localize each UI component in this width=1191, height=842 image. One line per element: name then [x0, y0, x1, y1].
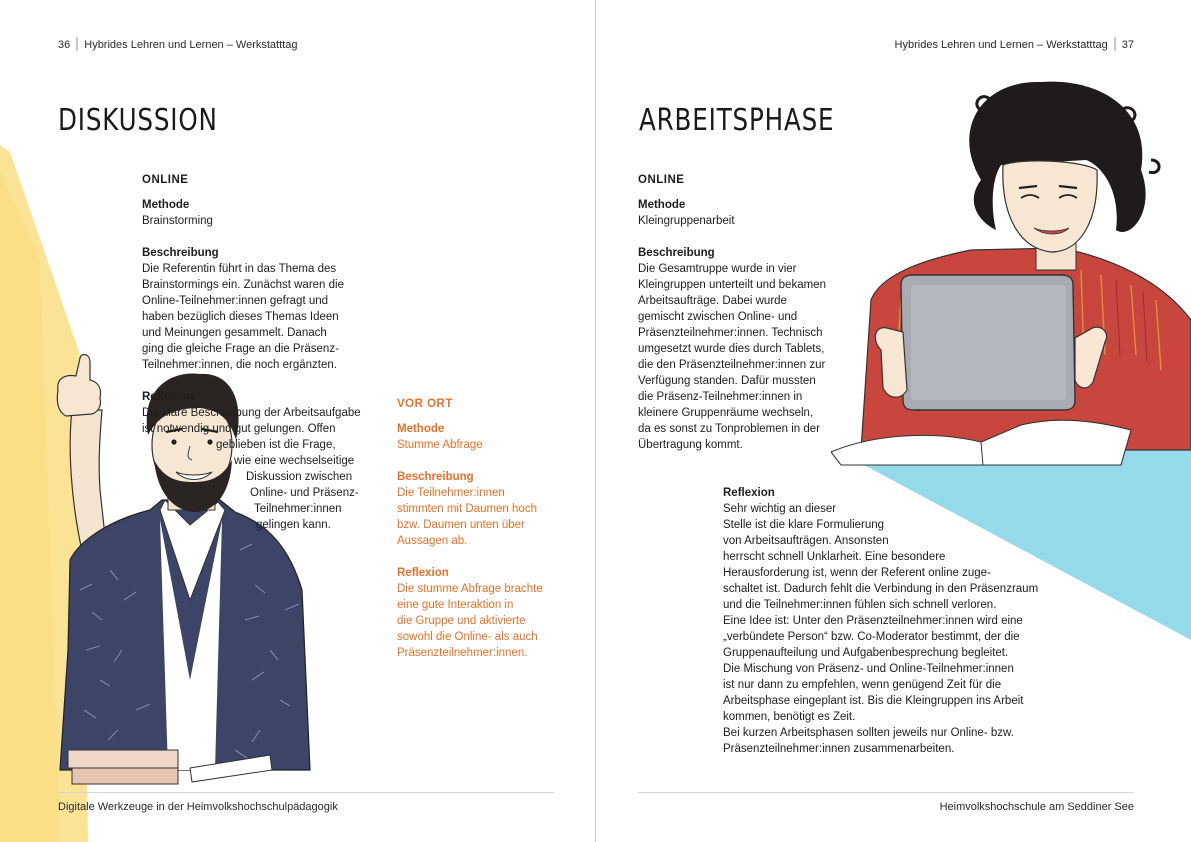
page-number: 37	[1121, 39, 1134, 51]
reflection-line: geblieben ist die Frage,	[216, 439, 336, 451]
online-heading: ONLINE	[638, 174, 685, 186]
running-head	[895, 37, 1134, 51]
page-number: 36	[58, 39, 71, 51]
page-title: ARBEITSPHASE	[639, 103, 835, 138]
reflection-label: Reflexion	[142, 391, 194, 403]
reflection-line: Diskussion zwischen	[246, 471, 353, 483]
method-value: Kleingruppenarbeit	[638, 215, 735, 227]
vor-ort-description-label: Beschreibung	[397, 471, 474, 483]
method-value: Brainstorming	[142, 215, 213, 227]
reflection-line: Teilnehmer:innen	[254, 503, 342, 515]
description-text: Die Gesamtruppe wurde in vier Kleingruppen unterteilt und bekamen Arbeitsaufträge. Dabei wurde gemischt zwischen Online- und Präsenzteilnehmer:innen. Technisch umgesetzt wurde dies durch Tablets, die den Präsenzteilnehmer:innen zur Verfügung standen. Dafür mussten die Präsenz-Teilnehmer:innen in kleinere Gruppenräume wechseln, da es sonst zu Tonproblemen in der Übertragung kommt.	[638, 263, 826, 451]
reflection-line: Die klare Beschreibung der Arbeitsaufgabe	[142, 407, 361, 419]
running-head	[58, 37, 297, 51]
running-head-title: Hybrides Lehren und Lernen – Werkstatttag	[84, 39, 298, 51]
page-title: DISKUSSION	[58, 103, 218, 138]
vor-ort-method-value: Stumme Abfrage	[397, 439, 483, 451]
head-divider	[76, 37, 78, 51]
right-page	[596, 0, 1191, 842]
running-head-title: Hybrides Lehren und Lernen – Werkstatttag	[894, 39, 1108, 51]
description-text: Die Referentin führt in das Thema des Brainstormings ein. Zunächst waren die Online-Teilnehmer:innen gefragt und haben bezüglich dieses Themas Ideen und Meinungen gesammelt. Danach ging die gleiche Frage an die Präsenz- Teilnehmer:innen, die noch ergänzten.	[142, 263, 344, 371]
vor-ort-heading: VOR ORT	[397, 398, 453, 410]
description-label: Beschreibung	[142, 247, 219, 259]
online-heading: ONLINE	[142, 174, 189, 186]
vor-ort-description-text: Die Teilnehmer:innen stimmten mit Daumen hoch bzw. Daumen unten über Aussagen ab.	[397, 487, 537, 547]
vor-ort-reflection-text: Die stumme Abfrage brachte eine gute Interaktion in die Gruppe und aktivierte sowohl die Online- als auch Präsenzteilnehmer:innen.	[397, 583, 543, 659]
method-label: Methode	[142, 199, 190, 211]
reflection-line: gelingen kann.	[256, 519, 331, 531]
footer-text: Digitale Werkzeuge in der Heimvolkshochschulpädagogik	[58, 801, 338, 813]
reflection-line: Online- und Präsenz-	[250, 487, 359, 499]
footer-text: Heimvolkshochschule am Seddiner See	[939, 801, 1134, 813]
reflection-line: ist notwendig und gut gelungen. Offen	[142, 423, 336, 435]
reflection-line: wie eine wechselseitige	[234, 455, 355, 467]
description-label: Beschreibung	[638, 247, 715, 259]
reflection-text: Sehr wichtig an dieser Stelle ist die klare Formulierung von Arbeitsaufträgen. Ansonsten herrscht schnell Unklarheit. Eine besondere Herausforderung ist, wenn der Referent online zuge- schaltet ist. Dadurch fehlt die Verbindung in den Präsenzraum und die Teilnehmer:innen fühlen sich schnell verloren. Eine Idee ist: Unter den Präsenzteilnehmer:innen wird eine „verbündete Person“ bzw. Co-Moderator bestimmt, der die Gruppenaufteilung und Aufgabenbesprechung begleitet. Die Mischung von Präsenz- und Online-Teilnehmer:innen ist nur dann zu empfehlen, wenn genügend Zeit für die Arbeitsphase eingeplant ist. Bis die Kleingruppen ins Arbeit kommen, benötigt es Zeit. Bei kurzen Arbeitsphasen sollten jeweils nur Online- bzw. Präsenzteilnehmer:innen zusammenarbeiten.	[723, 503, 1039, 755]
method-label: Methode	[638, 199, 686, 211]
footer-rule	[638, 792, 1134, 793]
head-divider	[1114, 37, 1116, 51]
vor-ort-reflection-label: Reflexion	[397, 567, 449, 579]
footer-rule	[58, 792, 554, 793]
reflection-label: Reflexion	[723, 487, 775, 499]
woman-tablet-illustration	[831, 70, 1191, 470]
left-page	[0, 0, 595, 842]
vor-ort-method-label: Methode	[397, 423, 445, 435]
